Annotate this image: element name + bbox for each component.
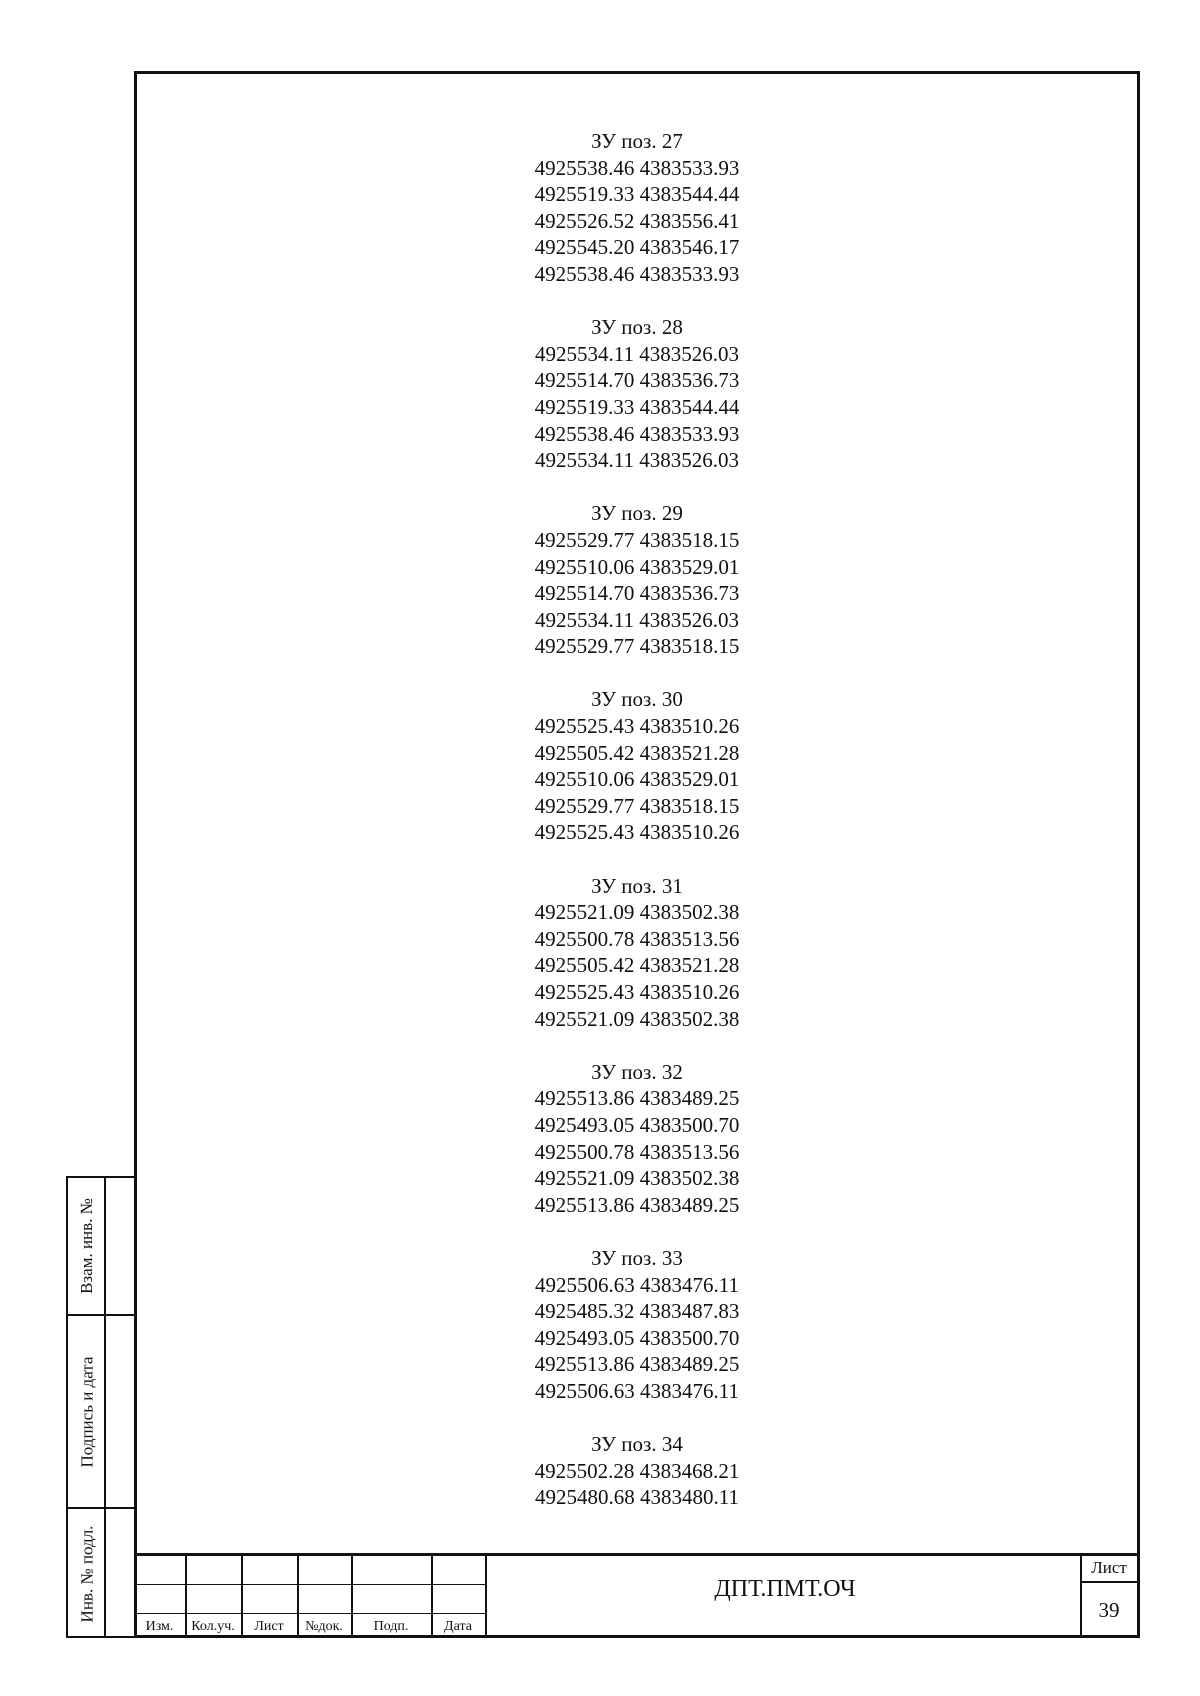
coordinate-row: 4925514.70 4383536.73 xyxy=(534,581,740,606)
header-list: Лист xyxy=(254,1619,284,1634)
coordinate-row: 4925514.70 4383536.73 xyxy=(534,368,740,393)
header-ndok: №док. xyxy=(305,1619,343,1634)
coordinate-row: 4925525.43 4383510.26 xyxy=(534,980,740,1004)
coordinate-row: 4925480.68 4383480.11 xyxy=(535,1485,739,1510)
binding-inv-podl: Инв. № подл. xyxy=(77,1525,96,1622)
parcel-title: ЗУ поз. 32 xyxy=(591,1059,683,1084)
coordinate-row: 4925513.86 4383489.25 xyxy=(534,1086,740,1111)
coordinate-row: 4925525.43 4383510.26 xyxy=(534,714,740,739)
binding-vzam-inv: Взам. инв. № xyxy=(77,1198,96,1294)
coordinate-row: 4925521.09 4383502.38 xyxy=(534,1006,740,1031)
coordinate-listing xyxy=(137,128,1137,1537)
coordinate-row: 4925493.05 4383500.70 xyxy=(534,1325,740,1350)
parcel-title: ЗУ поз. 31 xyxy=(591,873,683,898)
sheet-number: 39 xyxy=(1098,1598,1120,1622)
coordinate-row: 4925500.78 4383513.56 xyxy=(534,1139,740,1164)
coordinate-row: 4925521.09 4383502.38 xyxy=(534,900,740,925)
parcel-section xyxy=(137,873,1137,1033)
coordinate-row: 4925534.11 4383526.03 xyxy=(535,607,739,632)
parcel-title: ЗУ поз. 33 xyxy=(591,1245,683,1270)
coordinate-row: 4925506.63 4383476.11 xyxy=(535,1378,739,1403)
sheet-label: Лист xyxy=(1091,1558,1127,1577)
coordinate-row: 4925521.09 4383502.38 xyxy=(534,1166,740,1191)
coordinate-row: 4925485.32 4383487.83 xyxy=(534,1299,740,1324)
document-code: ДПТ.ПМТ.ОЧ xyxy=(714,1576,856,1602)
parcel-section xyxy=(137,1059,1137,1219)
header-kol-uch: Кол.уч. xyxy=(191,1619,235,1634)
parcel-title: ЗУ поз. 29 xyxy=(591,501,683,526)
title-block xyxy=(134,1553,1140,1638)
coordinate-row: 4925529.77 4383518.15 xyxy=(534,527,740,552)
parcel-section xyxy=(137,500,1137,660)
parcel-section xyxy=(137,686,1137,846)
parcel-section xyxy=(137,1431,1137,1511)
coordinate-row: 4925506.63 4383476.11 xyxy=(535,1272,739,1297)
parcel-section xyxy=(137,314,1137,474)
coordinate-row: 4925513.86 4383489.25 xyxy=(534,1192,740,1217)
coordinate-row: 4925538.46 4383533.93 xyxy=(534,155,740,180)
parcel-title: ЗУ поз. 27 xyxy=(591,129,683,153)
coordinate-row: 4925505.42 4383521.28 xyxy=(534,740,740,765)
coordinate-row: 4925500.78 4383513.56 xyxy=(534,926,740,951)
parcel-title: ЗУ поз. 30 xyxy=(591,687,683,712)
binding-podpis-data: Подпись и дата xyxy=(77,1356,96,1467)
coordinate-row: 4925519.33 4383544.44 xyxy=(534,394,740,419)
coordinate-row: 4925538.46 4383533.93 xyxy=(534,261,740,286)
coordinate-row: 4925538.46 4383533.93 xyxy=(534,421,740,446)
coordinate-row: 4925513.86 4383489.25 xyxy=(534,1352,740,1377)
coordinate-row: 4925526.52 4383556.41 xyxy=(534,208,740,233)
header-izm: Изм. xyxy=(145,1619,174,1634)
coordinate-row: 4925525.43 4383510.26 xyxy=(534,820,740,845)
coordinate-row: 4925502.28 4383468.21 xyxy=(534,1458,740,1483)
coordinate-row: 4925510.06 4383529.01 xyxy=(534,554,740,579)
coordinate-row: 4925519.33 4383544.44 xyxy=(534,182,740,207)
binding-strip xyxy=(66,1176,134,1638)
coordinate-row: 4925529.77 4383518.15 xyxy=(534,634,740,659)
parcel-title: ЗУ поз. 34 xyxy=(591,1432,683,1457)
parcel-section xyxy=(137,1245,1137,1405)
coordinate-row: 4925529.77 4383518.15 xyxy=(534,793,740,818)
coordinate-row: 4925510.06 4383529.01 xyxy=(534,767,740,792)
coordinate-row: 4925493.05 4383500.70 xyxy=(534,1112,740,1137)
coordinate-row: 4925505.42 4383521.28 xyxy=(534,953,740,978)
coordinate-row: 4925534.11 4383526.03 xyxy=(535,341,739,366)
header-podp: Подп. xyxy=(373,1619,409,1634)
header-data: Дата xyxy=(444,1619,472,1634)
coordinate-row: 4925534.11 4383526.03 xyxy=(535,448,739,473)
parcel-title: ЗУ поз. 28 xyxy=(591,315,683,340)
coordinate-row: 4925545.20 4383546.17 xyxy=(534,235,740,260)
parcel-section xyxy=(137,128,1137,288)
